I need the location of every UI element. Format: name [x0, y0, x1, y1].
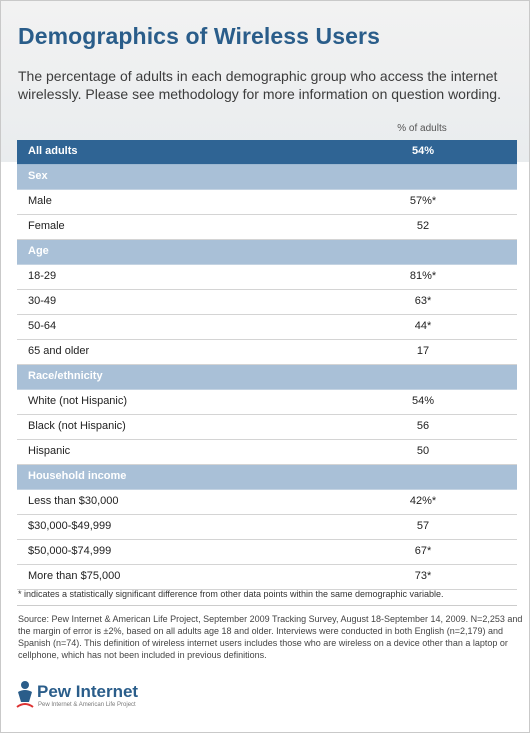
person-icon — [15, 680, 35, 710]
section-heading-label: Sex — [28, 170, 48, 182]
row-value: 57 — [416, 520, 430, 532]
logo-name: Pew Internet — [37, 682, 139, 701]
row-label: Male — [28, 195, 52, 207]
table-row — [17, 215, 517, 240]
row-value: 50 — [416, 445, 430, 457]
row-label: 65 and older — [28, 345, 90, 357]
table-row — [17, 565, 517, 590]
row-value: 42%* — [409, 495, 437, 507]
row-value: 63* — [414, 295, 432, 307]
header — [1, 1, 529, 162]
row-label: Female — [28, 220, 65, 232]
row-label: Black (not Hispanic) — [28, 420, 126, 432]
row-label: 30-49 — [28, 295, 57, 307]
table-row — [17, 190, 517, 215]
row-label: 50-64 — [28, 320, 57, 332]
row-value: 56 — [416, 420, 430, 432]
subtitle: The percentage of adults in each demographic group who access the internet wirelessly. Please see methodology for more information on question wording. — [18, 68, 501, 102]
source-note: Source: Pew Internet & American Life Project, September 2009 Tracking Survey, August 18-September 14, 2009. N=2,253 and the margin of error is ±2%, based on all adults age 18 and older. Interviews were conducted in both English (n=2,179) and Spanish (n=74). This definition of wireless internet users includes those who are wireless on a device other than a laptop or cellphone, which has not been included in previous definitions. — [18, 614, 523, 660]
section-heading — [17, 165, 517, 190]
row-label: $50,000-$74,999 — [28, 545, 112, 557]
logo-tagline: Pew Internet & American Life Project — [38, 702, 136, 708]
row-label: White (not Hispanic) — [28, 395, 128, 407]
row-value: 17 — [416, 345, 430, 357]
row-value: 57%* — [409, 195, 437, 207]
divider — [17, 605, 517, 606]
section-heading-label: Age — [28, 245, 49, 257]
total-label: All adults — [28, 145, 78, 157]
total-value: 54% — [411, 145, 435, 157]
row-value: 52 — [416, 220, 430, 232]
table-row — [17, 490, 517, 515]
table-row — [17, 390, 517, 415]
row-label: 18-29 — [28, 270, 57, 282]
row-label: Hispanic — [28, 445, 71, 457]
row-label: More than $75,000 — [28, 570, 121, 582]
section-heading-label: Race/ethnicity — [28, 370, 103, 382]
table-row — [17, 515, 517, 540]
row-value: 81%* — [409, 270, 437, 282]
table-row — [17, 540, 517, 565]
page-title: Demographics of Wireless Users — [18, 23, 380, 49]
table-row — [17, 265, 517, 290]
row-label: Less than $30,000 — [28, 495, 119, 507]
row-value: 67* — [414, 545, 432, 557]
column-header: % of adults — [397, 123, 447, 134]
footnote: * indicates a statistically significant difference from other data points within the same demographic variable. — [18, 589, 444, 599]
total-row — [17, 140, 517, 165]
row-value: 54% — [411, 395, 435, 407]
row-value: 73* — [414, 570, 432, 582]
section-heading-label: Household income — [28, 470, 127, 482]
demographics-table — [17, 140, 517, 590]
section-heading — [17, 240, 517, 265]
table-row — [17, 440, 517, 465]
section-heading — [17, 365, 517, 390]
table-row — [17, 415, 517, 440]
row-label: $30,000-$49,999 — [28, 520, 112, 532]
pew-internet-logo — [15, 680, 215, 714]
table-row — [17, 290, 517, 315]
table-row — [17, 315, 517, 340]
table-row — [17, 340, 517, 365]
row-value: 44* — [414, 320, 432, 332]
section-heading — [17, 465, 517, 490]
